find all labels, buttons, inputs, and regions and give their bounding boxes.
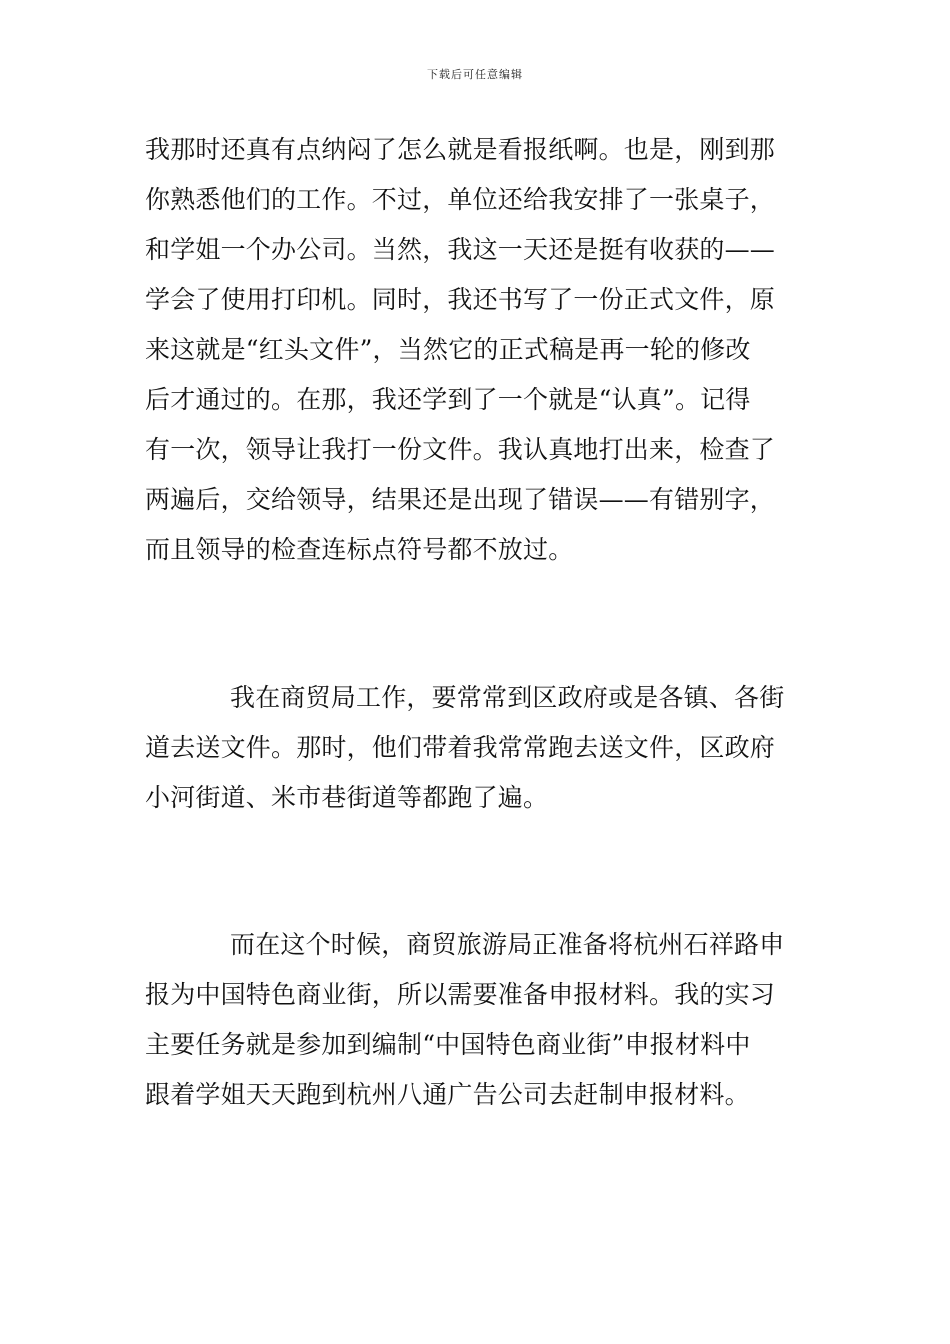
text-line: 报为中国特色商业街，所以需要准备申报材料。我的实习 [145,980,776,1009]
text-line: 而在这个时候，商贸旅游局正准备将杭州石祥路申 [230,930,785,959]
text-line: 我在商贸局工作，要常常到区政府或是各镇、各街 [230,683,785,712]
text-line: 后才通过的。在那，我还学到了一个就是“认真”。记得 [145,385,751,414]
text-line: 小河街道、米市巷街道等都跑了遍。 [145,783,549,812]
text-line: 而且领导的检查连标点符号都不放过。 [145,535,574,564]
text-line: 道去送文件。那时，他们带着我常常跑去送文件，区政府 [145,733,776,762]
text-line: 和学姐一个办公司。当然，我这一天还是挺有收获的—— [145,235,776,264]
text-line: 跟着学姐天天跑到杭州八通广告公司去赶制申报材料。 [145,1080,750,1109]
text-line: 我那时还真有点纳闷了怎么就是看报纸啊。也是，刚到那 [145,135,776,164]
text-line: 学会了使用打印机。同时，我还书写了一份正式文件，原 [145,285,776,314]
text-line: 你熟悉他们的工作。不过，单位还给我安排了一张桌子， [145,185,776,214]
text-line: 来这就是“红头文件”，当然它的正式稿是再一轮的修改 [145,335,751,364]
text-line: 两遍后，交给领导，结果还是出现了错误——有错别字， [145,485,776,514]
page-header: 下载后可任意编辑 [427,68,523,81]
text-line: 有一次，领导让我打一份文件。我认真地打出来，检查了 [145,435,776,464]
text-line: 主要任务就是参加到编制“中国特色商业街”申报材料中 [145,1030,751,1059]
